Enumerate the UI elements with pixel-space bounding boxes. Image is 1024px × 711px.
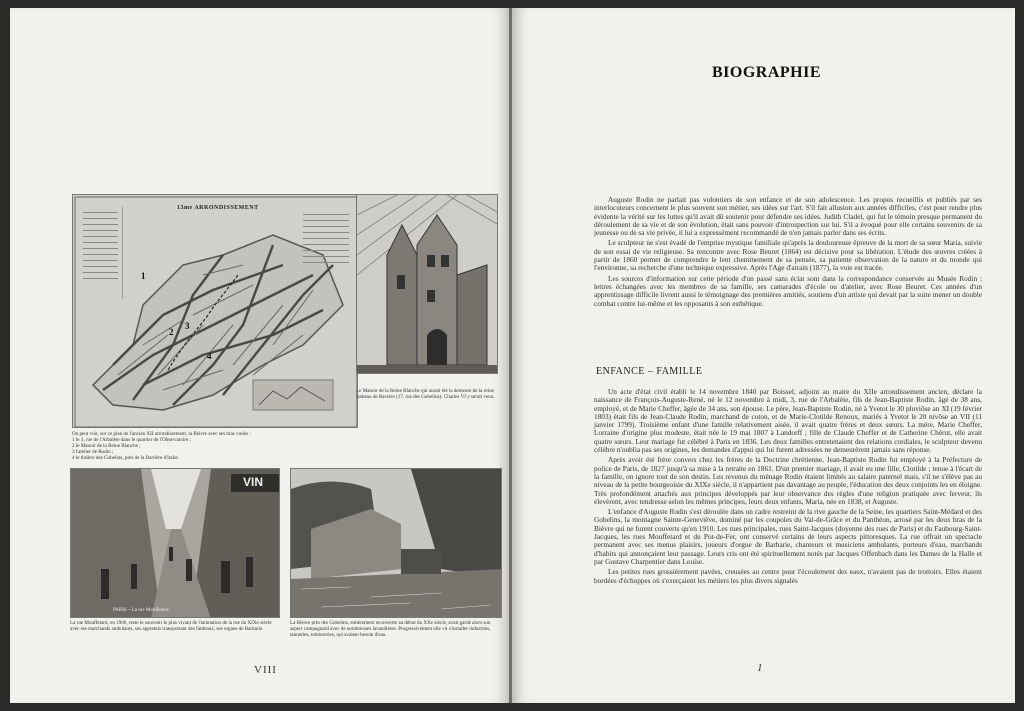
section-title: ENFANCE – FAMILLE xyxy=(596,366,703,377)
map-caption-item: 4 le théâtre des Gobelins, près de la Barrière d'Italie. xyxy=(72,455,179,461)
intro-text xyxy=(594,196,982,310)
paragraph: Les petites rues grossièrement pavées, creusées au centre pour l'écoulement des eaux, n'avaient pas de trottoirs. Elles étaient bordées d'échoppes où s'exerçaient les métiers les plus divers signalés xyxy=(594,567,982,585)
section-text xyxy=(594,388,982,587)
manor-engraving xyxy=(356,194,498,374)
map-caption-list xyxy=(72,437,358,461)
manor-caption: Le Manoir de la Reine Blanche qui aurait été la demeure de la reine Isabeau de Bavière (17, rue des Gobelins). Charles VI y serait venu. xyxy=(356,388,495,400)
shop-sign: VIN xyxy=(243,475,264,489)
map-pin-3: 3 xyxy=(185,321,190,331)
map-caption xyxy=(72,431,358,461)
map-caption-item: 1 le 3, rue de l'Arbalète dans le quartier de l'Observatoire ; xyxy=(72,437,191,443)
right-folio: 1 xyxy=(757,662,764,674)
map-legend xyxy=(79,207,123,299)
bievre-drawing xyxy=(291,469,502,618)
rue-mouffetard-photo xyxy=(70,468,280,618)
map-title: 13me ARRONDISSEMENT xyxy=(177,205,259,211)
street-photo-label: PARIS – La rue Mouffetard xyxy=(113,608,169,613)
page-title: BIOGRAPHIE xyxy=(712,64,822,81)
right-page xyxy=(512,8,1015,703)
left-folio: VIII xyxy=(254,664,277,676)
street-caption: La rue Mouffetard, en 1906, reste le souvenir le plus vivant de l'animation de la rue du XIXe siècle avec ses marchands ambulants, ses apprentis transportant des fardeaux, ses orgues de Barbarie. xyxy=(70,620,272,632)
paragraph: Les sources d'information sur cette période d'un passé sans éclat sont dans la correspondance conservée au Musée Rodin : lettres échangées avec les membres de sa famille, ses camarades d'école ou d'atelier, avec Rose Beuret. Ces années d'un apprentissage difficile livrent aussi le témoignage des premières amitiés, soutiens d'un artiste qui devait par la suite mener un double combat contre lui-même et les opposants à son esthétique. xyxy=(594,273,982,308)
map-pin-1: 1 xyxy=(141,271,146,281)
map-pin-4: 4 xyxy=(207,351,212,361)
map-pin-2: 2 xyxy=(169,327,174,337)
street-drawing xyxy=(71,469,280,618)
arrondissement-map xyxy=(72,194,358,428)
map-caption-lead: On peut voir, sur ce plan de l'ancien XII arrondissement, la Bièvre avec ses bras variés : xyxy=(72,431,251,437)
paragraph: L'enfance d'Auguste Rodin s'est déroulée dans un cadre restreint de la rive gauche de la Seine, les quartiers Saint-Médard et des Gobelins, la montagne Sainte-Geneviève, dominé par les coupoles du Val-de-Grâce et du Panthéon, arrosé par les deux bras de la Bièvre qui ne furent couverts qu'en 1910. Les rues principales, rues Saint-Jacques (doyenne des rues de Paris) et du Faubourg-Saint-Jacques, les rues Mouffetard et du Pot-de-Fer, ont conservé certains de leurs aspects pittoresques. La rue offrait un spectacle permanent avec ses menus plaisirs, joueurs d'orgue de Barbarie, chanteurs et musiciens ambulants, porteurs d'eau, marchands d'habits qui annonçaient leur passage. Leurs cris ont été spirituellement notés par Jacques Offenbach dans les Dames de la Halle et par Gustave Charpentier dans Louise. xyxy=(594,507,982,566)
map-caption-item: 2 le Manoir de la Reine Blanche ; xyxy=(72,443,141,449)
left-page xyxy=(10,8,510,703)
bievre-photo xyxy=(290,468,502,618)
bievre-caption: La Bièvre près des Gobelins, entièrement recouverte au début du XXe siècle, avait gardé alors son aspect campagnard avec de nombreuses lavandières. Progressivement elle vit s'installer industries, tanneries, teintureries, qui avaient besoin d'eau. xyxy=(290,620,491,638)
paragraph: Auguste Rodin ne parlait pas volontiers de son enfance et de son adolescence. Les propos recueillis et publiés par ses interlocuteurs concernent le plus souvent son métier, ses idées sur l'art. S'il fait allusion aux années difficiles, c'est pour rendre plus évidente la vérité sur les luttes qu'il avait dû soutenir pour défendre ses idées. Judith Cladel, qui fut le témoin presque permanent du déroulement de sa vie et de son évolution, était sans pouvoir d'introspection sur lui. S'il a évoqué pour elle certains souvenirs de sa jeunesse ou de sa vie privée, il lui a expressément recommandé de n'en jamais parler dans ses écrits. xyxy=(594,195,982,238)
map-caption-item: 3 l'atelier de Rodin ; xyxy=(72,449,114,455)
manor-drawing xyxy=(357,195,498,374)
map-legend-right xyxy=(301,209,351,271)
paragraph: Un acte d'état civil établi le 14 novembre 1840 par Boissel, adjoint au maire du XIIe arrondissement ancien, déclare la naissance de François-Auguste-René, né le 12 novembre à midi, 3, rue de l'Arbalète, fils de Jean-Baptiste Rodin, âgé de 38 ans, employé, et de Marie Cheffer, âgée de 34 ans, son épouse. Le père, Jean-Baptiste Rodin, né à Yvetot le 30 pluviôse an XI (19 février 1803) était fils de Jean-Claude Rodin, marchand de coton, et de Marie-Clotilde Renoux, mariés à Yvetot le 20 nivôse an VII (11 janvier 1799). Troisième enfant d'une famille relativement aisée, il avait quatre frères et deux sœurs. La mère, Marie Cheffer, Lorraine d'origine plus modeste, était née le 19 mai 1807 à Landorff ; fille de Claude Cheffer et de Catherine Chérut, elle avait quatre sœurs. Leur mariage fut célébré à Paris en 1836. Les deux familles entretenaient des relations cordiales, le sculpteur devenu célèbre n'oublia pas ses origines, les demandes d'appui qui lui furent adressées ne demeurèrent jamais sans réponse. xyxy=(594,387,982,455)
paragraph: Après avoir été frère convers chez les frères de la Doctrine chrétienne, Jean-Baptiste Rodin fut employé à la Préfecture de police de Paris, de 1827 jusqu'à sa mise à la retraite en 1861. D'un premier mariage, il avait eu une fille, Clotilde ; tenue à l'écart de la famille, on ignore tout de son destin. Les revenus du ménage Rodin étaient limités au salaire paternel mais, s'il ne s'élève pas au niveau de la petite bourgeoisie du XIXe siècle, il n'appartient pas davantage au peuple, l'éducation des deux conjoints les en éloigne. Très profondément attachés aux principes développés par leur observance des règles d'une religion pratiquée avec ferveur, ils élevèrent, avec tendresse selon les mêmes principes, leurs deux enfants, Maria, née en 1838, et Auguste. xyxy=(594,455,982,506)
paragraph: Le sculpteur ne s'est évadé de l'emprise mystique familiale qu'après la douloureuse épreuve de la mort de sa sœur Maria, suivie de son essai de vie religieuse. Sa rencontre avec Rose Beuret (1864) est décisive pour sa libération. L'étude des œuvres créées à partir de 1860 permet de comprendre le lent cheminement de sa pensée, sa patiente observation de la nature et du monde qui l'environne, sa recherche d'une technique expressive. Après l'Age d'airain (1877), la voie est tracée. xyxy=(594,238,982,273)
